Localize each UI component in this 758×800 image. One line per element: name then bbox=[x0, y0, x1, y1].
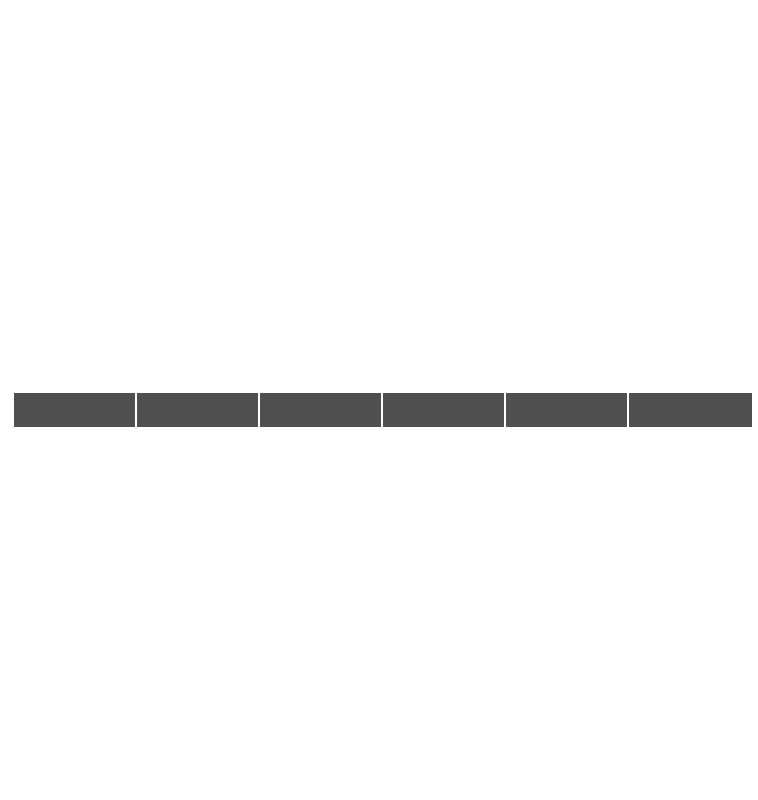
header-size bbox=[629, 393, 752, 427]
header-height bbox=[383, 393, 506, 427]
women-size-table bbox=[14, 393, 752, 427]
header-weight bbox=[506, 393, 629, 427]
header-size bbox=[260, 393, 383, 427]
header-height bbox=[14, 393, 137, 427]
table-header bbox=[14, 393, 752, 427]
header-weight bbox=[137, 393, 260, 427]
